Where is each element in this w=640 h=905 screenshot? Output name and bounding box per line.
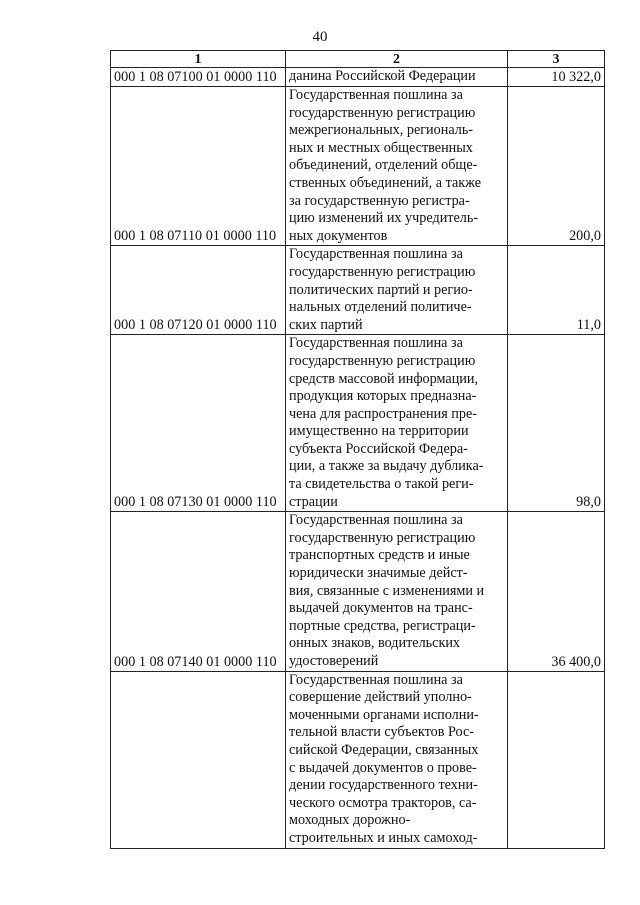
revenue-name-line: Государственная пошлина за bbox=[289, 671, 463, 688]
revenue-name bbox=[286, 335, 508, 512]
budget-revenue-table bbox=[110, 50, 605, 849]
budget-classification-code: 000 1 08 07100 01 0000 110 bbox=[111, 68, 286, 87]
column-header-code: 1 bbox=[111, 51, 286, 68]
revenue-name bbox=[286, 87, 508, 246]
revenue-name-line: ческого осмотра тракторов, са- bbox=[289, 794, 477, 811]
revenue-name bbox=[286, 512, 508, 671]
revenue-name-line: государственную регистрацию bbox=[289, 529, 476, 546]
revenue-name-line: удостоверений bbox=[289, 653, 379, 669]
revenue-amount: 36 400,0 bbox=[508, 512, 605, 671]
revenue-name-line: тельной власти субъектов Рос- bbox=[289, 724, 474, 741]
revenue-name-line: субъекта Российской Федера- bbox=[289, 440, 468, 457]
revenue-name-line: за государственную регистра- bbox=[289, 192, 470, 209]
revenue-name-line: юридически значимые дейст- bbox=[289, 565, 468, 582]
revenue-name-line: ции, а также за выдачу дублика- bbox=[289, 458, 484, 475]
revenue-name-line: Государственная пошлина за bbox=[289, 512, 463, 529]
revenue-name-line: страции bbox=[289, 493, 338, 510]
table-row bbox=[111, 246, 605, 335]
revenue-name-line: межрегиональных, региональ- bbox=[289, 122, 474, 139]
revenue-name-line: с выдачей документов о прове- bbox=[289, 759, 477, 776]
revenue-name-line: данина Российской Федерации bbox=[289, 68, 476, 85]
table-row bbox=[111, 87, 605, 246]
revenue-name-line: строительных и иных самоход- bbox=[289, 829, 478, 846]
budget-classification-code bbox=[111, 671, 286, 848]
budget-classification-code: 000 1 08 07120 01 0000 110 bbox=[111, 246, 286, 335]
revenue-name-line: портные средства, регистраци- bbox=[289, 617, 476, 634]
revenue-name-line: вия, связанные с изменениями и bbox=[289, 582, 485, 599]
revenue-name bbox=[286, 671, 508, 848]
table-row bbox=[111, 671, 605, 848]
revenue-name-line: объединений, отделений обще- bbox=[289, 157, 478, 174]
revenue-name-line: Государственная пошлина за bbox=[289, 335, 463, 352]
budget-classification-code: 000 1 08 07110 01 0000 110 bbox=[111, 87, 286, 246]
revenue-name-line: нальных отделений политиче- bbox=[289, 299, 472, 316]
revenue-name-line: государственную регистрацию bbox=[289, 352, 476, 369]
revenue-name-line: государственную регистрацию bbox=[289, 263, 476, 280]
budget-classification-code: 000 1 08 07130 01 0000 110 bbox=[111, 335, 286, 512]
revenue-amount: 98,0 bbox=[508, 335, 605, 512]
table-row bbox=[111, 512, 605, 671]
revenue-name bbox=[286, 246, 508, 335]
table-header-row bbox=[111, 51, 605, 68]
revenue-name-line: государственную регистрацию bbox=[289, 104, 476, 121]
revenue-name-line: цию изменений их учредитель- bbox=[289, 210, 479, 227]
revenue-name-line: Государственная пошлина за bbox=[289, 246, 463, 263]
table-row bbox=[111, 335, 605, 512]
revenue-name-line: продукция которых предназна- bbox=[289, 388, 477, 405]
revenue-name-line: моходных дорожно- bbox=[289, 812, 411, 829]
table-body bbox=[111, 68, 605, 849]
revenue-name bbox=[286, 68, 508, 87]
revenue-amount: 10 322,0 bbox=[508, 68, 605, 87]
revenue-name-line: моченными органами исполни- bbox=[289, 706, 479, 723]
revenue-name-line: сийской Федерации, связанных bbox=[289, 741, 479, 758]
page-number: 40 bbox=[312, 29, 328, 45]
revenue-name-line: Государственная пошлина за bbox=[289, 87, 463, 103]
revenue-name-line: ственных объединений, а также bbox=[289, 174, 482, 191]
budget-classification-code: 000 1 08 07140 01 0000 110 bbox=[111, 512, 286, 671]
revenue-name-line: имущественно на территории bbox=[289, 423, 469, 440]
revenue-amount: 11,0 bbox=[508, 246, 605, 335]
table-row bbox=[111, 68, 605, 87]
revenue-amount bbox=[508, 671, 605, 848]
revenue-name-line: выдачей документов на транс- bbox=[289, 600, 473, 617]
column-header-name: 2 bbox=[286, 51, 508, 68]
column-header-amount: 3 bbox=[508, 51, 605, 68]
revenue-name-line: онных знаков, водительских bbox=[289, 635, 461, 652]
revenue-name-line: политических партий и регио- bbox=[289, 281, 473, 298]
revenue-name-line: та свидетельства о такой реги- bbox=[289, 476, 474, 493]
revenue-name-line: ных и местных общественных bbox=[289, 139, 473, 156]
revenue-name-line: транспортных средств и иные bbox=[289, 547, 470, 564]
revenue-name-line: чена для распространения пре- bbox=[289, 405, 477, 422]
revenue-name-line: ных документов bbox=[289, 227, 388, 244]
revenue-name-line: средств массовой информации, bbox=[289, 370, 479, 387]
revenue-name-line: ских партий bbox=[289, 316, 363, 333]
revenue-name-line: дении государственного техни- bbox=[289, 777, 478, 794]
revenue-amount: 200,0 bbox=[508, 87, 605, 246]
revenue-name-line: совершение действий уполно- bbox=[289, 689, 472, 706]
